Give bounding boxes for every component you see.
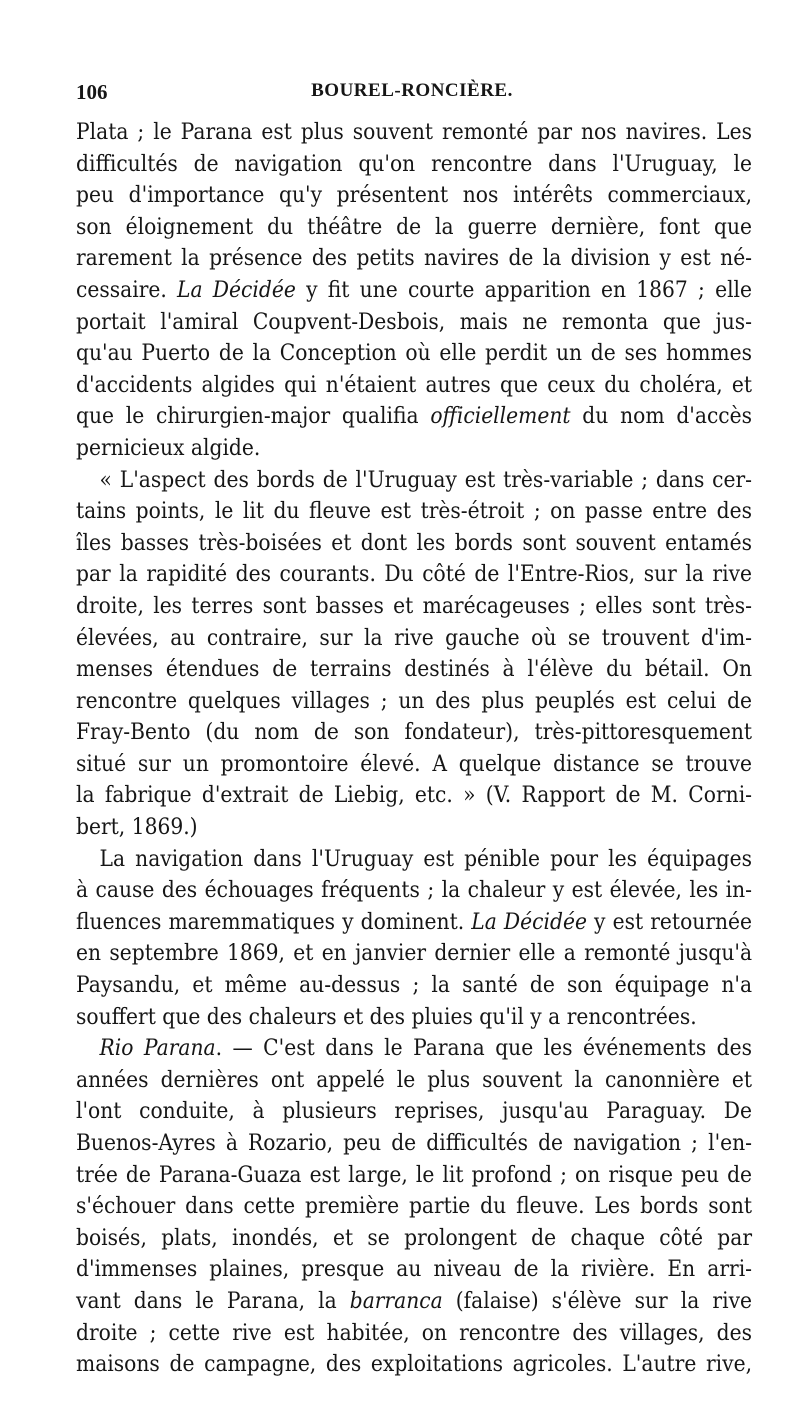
text-line: « L'aspect des bords de l'Uruguay est très-variable ; dans cer- xyxy=(99,466,753,493)
text-line: d'accidents algides qui n'étaient autres que ceux du choléra, et xyxy=(76,371,753,398)
text-line: années dernières ont appelé le plus souvent la canonnière et xyxy=(76,1066,753,1093)
page-header xyxy=(76,80,748,108)
text-line: maisons de campagne, des exploitations agricoles. L'autre rive, xyxy=(76,1351,753,1378)
text-line: trée de Parana-Guaza est large, le lit profond ; on risque peu de xyxy=(76,1161,753,1188)
text-line: Plata ; le Parana est plus souvent remonté par nos navires. Les xyxy=(76,119,753,145)
text-line: Rio Parana. — C'est dans le Parana que les événements des xyxy=(99,1035,753,1062)
text-line: rencontre quelques villages ; un des plus peuplés est celui de xyxy=(76,687,753,714)
text-line: fluences maremmatiques y dominent. La Décidée y est retournée xyxy=(76,908,753,935)
text-line: son éloignement du théâtre de la guerre dernière, font que xyxy=(76,213,753,240)
page-number: 106 xyxy=(76,80,108,104)
text-line: peu d'importance qu'y présentent nos intérêts commerciaux, xyxy=(76,182,753,209)
text-line: à cause des échouages fréquents ; la chaleur y est élevée, les in- xyxy=(76,877,753,904)
text-line: tains points, le lit du fleuve est très-étroit ; on passe entre des xyxy=(76,498,753,525)
text-line: cessaire. La Décidée y fit une courte apparition en 1867 ; elle xyxy=(76,276,753,303)
text-line: portait l'amiral Coupvent-Desbois, mais ne remonta que jus- xyxy=(76,308,753,335)
text-line: Paysandu, et même au-dessus ; la santé de son équipage n'a xyxy=(76,972,753,999)
text-line: boisés, plats, inondés, et se prolongent de chaque côté par xyxy=(76,1224,753,1251)
text-line: difficultés de navigation qu'on rencontre dans l'Uruguay, le xyxy=(76,150,753,177)
text-line: souffert que des chaleurs et des pluies qu'il y a rencontrées. xyxy=(76,1003,697,1030)
text-line: Fray-Bento (du nom de son fondateur), très-pittoresquement xyxy=(76,719,753,746)
body-text xyxy=(76,117,752,1381)
text-line: bert, 1869.) xyxy=(76,814,198,841)
text-line: îles basses très-boisées et dont les bords sont souvent entamés xyxy=(76,529,753,556)
text-line: droite ; cette rive est habitée, on rencontre des villages, des xyxy=(76,1319,753,1346)
text-line: la fabrique d'extrait de Liebig, etc. » (V. Rapport de M. Corni- xyxy=(76,782,753,809)
text-line: pernicieux algide. xyxy=(76,434,261,461)
text-line: droite, les terres sont basses et marécageuses ; elles sont très- xyxy=(76,592,753,619)
text-line: La navigation dans l'Uruguay est pénible pour les équipages xyxy=(99,845,753,872)
text-line: situé sur un promontoire élevé. A quelque distance se trouve xyxy=(76,750,753,777)
text-line: que le chirurgien-major qualifia officiellement du nom d'accès xyxy=(76,403,753,430)
text-line: rarement la présence des petits navires de la division y est né- xyxy=(76,245,753,272)
text-line: l'ont conduite, à plusieurs reprises, jusqu'au Paraguay. De xyxy=(76,1098,753,1125)
text-line: Buenos-Ayres à Rozario, peu de difficultés de navigation ; l'en- xyxy=(76,1130,753,1156)
text-line: en septembre 1869, et en janvier dernier elle a remonté jusqu'à xyxy=(76,940,753,967)
text-line: menses étendues de terrains destinés à l'élève du bétail. On xyxy=(76,656,753,683)
running-title: BOUREL-RONCIÈRE. xyxy=(311,80,513,101)
text-line: qu'au Puerto de la Conception où elle perdit un de ses hommes xyxy=(76,340,753,367)
text-line: par la rapidité des courants. Du côté de l'Entre-Rios, sur la rive xyxy=(76,561,753,588)
text-line: élevées, au contraire, sur la rive gauche où se trouvent d'im- xyxy=(76,624,753,651)
text-line: d'immenses plaines, presque au niveau de la rivière. En arri- xyxy=(76,1256,753,1283)
text-line: vant dans le Parana, la barranca (falaise) s'élève sur la rive xyxy=(76,1287,753,1314)
text-line: s'échouer dans cette première partie du fleuve. Les bords sont xyxy=(76,1193,753,1220)
